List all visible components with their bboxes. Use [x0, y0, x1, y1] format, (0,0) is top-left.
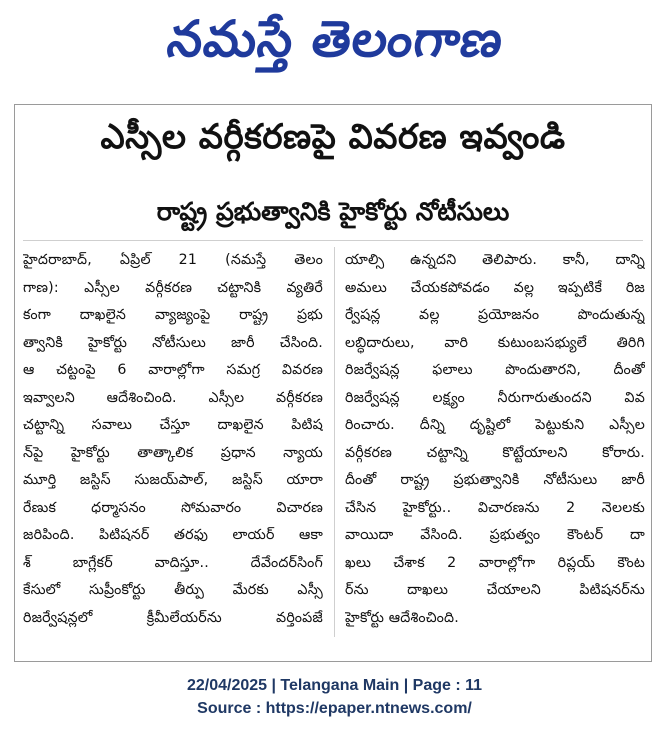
separator: |	[403, 677, 409, 694]
publication-date: 22/04/2025	[186, 677, 268, 694]
body-line: రిజర్వేషన్ల ఫలాలు పొందుతారని, దీంతో	[345, 362, 645, 378]
body-line: చట్టాన్ని సవాలు చేస్తూ దాఖలైన పిటిష	[23, 417, 323, 433]
body-line: హైకోర్టు ఆదేశించింది.	[345, 609, 459, 626]
page-number: Page : 11	[412, 677, 483, 694]
body-line: దీంతో రాష్ట్ర ప్రభుత్వానికి నోటీసులు జారీ	[345, 472, 645, 488]
body-line: త్వానికి హైకోర్టు నోటీసులు జారీ చేసింది.	[23, 334, 323, 351]
body-line: రించారు. దీన్ని దృష్టిలో పెట్టుకుని ఎస్సీల	[345, 417, 645, 433]
body-line: జరిపింది. పిటిషనర్ తరఫు లాయర్ ఆకా	[23, 527, 323, 543]
source-line	[0, 700, 669, 718]
body-line: ఖలు చేశాక 2 వారాల్లోగా రిప్లయ్ కౌంట	[345, 554, 645, 571]
body-line: కంగా దాఖలైన వ్యాజ్యంపై రాష్ట్ర ప్రభు	[23, 307, 323, 323]
body-line: రేణుక ధర్మాసనం సోమవారం విచారణ	[23, 499, 323, 516]
body-line: వర్గీకరణ చట్టాన్ని కొట్టేయాలని కోరారు.	[345, 444, 645, 461]
headline-divider	[23, 240, 643, 241]
body-line: రిజర్వేషన్ల లక్ష్యం నీరుగారుతుందని వివ	[345, 389, 645, 406]
body-line: ఆ చట్టంపై 6 వారాల్లోగా సమగ్ర వివరణ	[23, 362, 323, 378]
body-line: వాయిదా వేసింది. ప్రభుత్వం కౌంటర్ దా	[345, 527, 645, 543]
body-line: న్‌పై హైకోర్టు తాత్కాలిక ప్రధాన న్యాయ	[23, 444, 323, 461]
column-divider	[334, 247, 335, 637]
body-line: అమలు చేయకపోవడం వల్ల ఇప్పటికే రిజ	[345, 279, 645, 296]
article-column-left	[23, 247, 323, 632]
publication-info	[0, 677, 669, 695]
article-headline: ఎస్సీల వర్గీకరణపై వివరణ ఇవ్వండి	[100, 117, 566, 157]
body-line: ర్వేషన్ల వల్ల ప్రయోజనం పొందుతున్న	[345, 307, 645, 323]
body-line: లబ్ధిదారులు, వారి కుటుంబసభ్యులే తిరిగి	[345, 334, 645, 351]
separator: |	[271, 677, 276, 694]
edition-name: Telangana Main	[280, 677, 400, 694]
body-line: గాణ): ఎస్సీల వర్గీకరణ చట్టానికి వ్యతిరే	[23, 279, 323, 296]
body-line: శ్ బాగ్లేకర్ వాదిస్తూ.. దేవేందర్‌సింగ్	[23, 554, 323, 571]
body-line: చేసిన హైకోర్టు.. విచారణను 2 నెలలకు	[345, 499, 645, 516]
body-line: మూర్తి జస్టిస్ సుజయ్‌పాల్, జస్టిస్ యారా	[23, 472, 323, 488]
newspaper-logo: నమస్తే తెలంగాణ	[163, 9, 508, 68]
masthead	[0, 0, 669, 90]
body-line: హైదరాబాద్, ఏప్రిల్ 21 (నమస్తే తెలం	[23, 252, 323, 268]
body-line: యాల్సి ఉన్నదని తెలిపారు. కానీ, దాన్ని	[345, 252, 645, 268]
body-line: ఇవ్వాలని ఆదేశించింది. ఎస్సీల వర్గీకరణ	[23, 389, 323, 406]
body-line: ర్‌ను దాఖలు చేయాలని పిటిషనర్‌ను	[345, 582, 645, 598]
source-link[interactable]: Source : https://epaper.ntnews.com/	[197, 700, 472, 717]
article-subheadline: రాష్ట్ర ప్రభుత్వానికి హైకోర్టు నోటీసులు	[156, 197, 510, 226]
article-clipping	[14, 104, 652, 662]
body-line: కేసులో సుప్రీంకోర్టు తీర్పు మేరకు ఎస్సీ	[23, 582, 323, 598]
body-line: రిజర్వేషన్లలో క్రీమీలేయర్‌ను వర్తింపజే	[23, 609, 323, 626]
article-column-right	[345, 247, 645, 632]
